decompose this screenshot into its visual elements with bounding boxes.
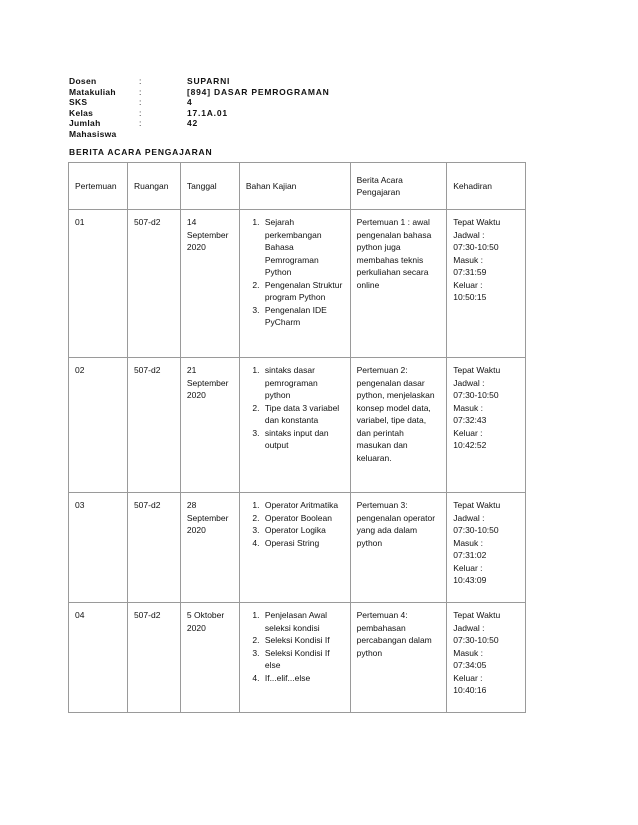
info-colon: : — [139, 76, 142, 86]
kehadiran-line: Keluar : — [453, 672, 483, 683]
col-header-ruangan: Ruangan — [127, 163, 180, 210]
info-row-matakuliah — [69, 87, 330, 98]
cell-tanggal: 5 Oktober 2020 — [180, 603, 239, 713]
info-colon — [139, 129, 187, 140]
info-value: [894] DASAR PEMROGRAMAN — [187, 86, 330, 97]
info-value: 42 — [187, 118, 199, 128]
cell-berita-acara: Pertemuan 1 : awal pengenalan bahasa python juga membahas teknis perkuliahan secara online — [350, 210, 447, 358]
cell-bahan-kajian — [239, 493, 350, 603]
kehadiran-line: Tepat Waktu — [453, 610, 501, 620]
info-value: 17.1A.01 — [187, 107, 228, 118]
col-header-berita-acara: Berita Acara Pengajaran — [350, 163, 447, 210]
table-row — [69, 358, 526, 493]
bahan-list — [246, 609, 344, 684]
kehadiran-line: Masuk : — [453, 537, 484, 548]
cell-pertemuan: 02 — [69, 358, 128, 493]
kehadiran-line: 07:31:02 — [453, 550, 487, 560]
info-row-sks — [69, 97, 330, 108]
col-header-tanggal: Tanggal — [180, 163, 239, 210]
info-colon: : — [139, 86, 142, 97]
info-colon: : — [139, 107, 142, 118]
kehadiran-line: Masuk : — [453, 402, 484, 413]
cell-berita-acara: Pertemuan 2: pengenalan dasar python, menjelaskan konsep model data, variabel, tipe data, dan perintah masukan dan keluaran. — [350, 358, 447, 493]
info-row-kelas — [69, 108, 330, 119]
section-title: BERITA ACARA PENGAJARAN — [69, 147, 213, 157]
kehadiran-line: Jadwal : — [453, 512, 485, 523]
kehadiran-line: 07:32:43 — [453, 415, 487, 425]
cell-ruangan: 507-d2 — [127, 603, 180, 713]
kehadiran-line: 07:30-10:50 — [453, 635, 499, 645]
cell-ruangan: 507-d2 — [127, 358, 180, 493]
cell-pertemuan: 03 — [69, 493, 128, 603]
kehadiran-line: 10:40:16 — [453, 685, 487, 695]
list-item: 2. Seleksi Kondisi If — [262, 634, 344, 647]
kehadiran-line: 07:34:05 — [453, 660, 487, 670]
cell-bahan-kajian — [239, 603, 350, 713]
info-colon: : — [139, 118, 142, 128]
cell-pertemuan: 04 — [69, 603, 128, 713]
info-value: SUPARNI — [187, 76, 231, 86]
kehadiran-line: Tepat Waktu — [453, 500, 501, 510]
list-item: 1. Operator Aritmatika — [262, 499, 344, 512]
kehadiran-line: Tepat Waktu — [453, 217, 501, 227]
cell-tanggal: 21 September 2020 — [180, 358, 239, 493]
kehadiran-line: Jadwal : — [453, 377, 485, 388]
kehadiran-line: Keluar : — [453, 279, 483, 290]
cell-kehadiran — [447, 210, 526, 358]
info-label: Kelas — [69, 107, 94, 118]
kehadiran-line: Tepat Waktu — [453, 365, 501, 375]
cell-berita-acara: Pertemuan 3: pengenalan operator yang ada dalam python — [350, 493, 447, 603]
list-item: 4. Operasi String — [262, 537, 344, 550]
cell-kehadiran — [447, 493, 526, 603]
cell-tanggal: 28 September 2020 — [180, 493, 239, 603]
info-row-dosen — [69, 76, 330, 87]
cell-kehadiran — [447, 603, 526, 713]
list-item: 3. Seleksi Kondisi If else — [262, 647, 344, 672]
table-row — [69, 210, 526, 358]
kehadiran-line: 07:30-10:50 — [453, 242, 499, 252]
table-header-row — [69, 163, 526, 210]
cell-kehadiran — [447, 358, 526, 493]
col-header-bahan-kajian: Bahan Kajian — [239, 163, 350, 210]
list-item: 1. sintaks dasar pemrograman python — [262, 364, 344, 402]
kehadiran-line: Masuk : — [453, 647, 484, 658]
kehadiran-line: Keluar : — [453, 427, 483, 438]
bahan-list — [246, 216, 344, 329]
list-item: 2. Operator Boolean — [262, 512, 344, 525]
cell-pertemuan: 01 — [69, 210, 128, 358]
kehadiran-line: 07:30-10:50 — [453, 390, 499, 400]
teaching-log-table — [68, 162, 526, 713]
kehadiran-line: 07:31:59 — [453, 267, 487, 277]
list-item: 1. Penjelasan Awal seleksi kondisi — [262, 609, 344, 634]
course-info — [69, 76, 330, 139]
kehadiran-line: Keluar : — [453, 562, 483, 573]
bahan-list — [246, 364, 344, 452]
info-label: SKS — [69, 97, 88, 107]
cell-tanggal: 14 September 2020 — [180, 210, 239, 358]
list-item: 3. sintaks input dan output — [262, 427, 344, 452]
list-item: 2. Pengenalan Struktur program Python — [262, 279, 344, 304]
cell-bahan-kajian — [239, 210, 350, 358]
kehadiran-line: Jadwal : — [453, 622, 485, 633]
kehadiran-line: 10:50:15 — [453, 292, 487, 302]
kehadiran-line: 10:42:52 — [453, 440, 487, 450]
kehadiran-line: Jadwal : — [453, 229, 485, 240]
list-item: 3. Operator Logika — [262, 524, 344, 537]
list-item: 4. If...elif...else — [262, 672, 344, 685]
info-label: Jumlah — [69, 118, 101, 128]
info-row-mahasiswa — [69, 129, 330, 140]
kehadiran-line: 07:30-10:50 — [453, 525, 499, 535]
cell-berita-acara: Pertemuan 4: pembahasan percabangan dalam python — [350, 603, 447, 713]
info-colon: : — [139, 97, 142, 107]
info-row-jumlah — [69, 118, 330, 129]
col-header-pertemuan: Pertemuan — [69, 163, 128, 210]
info-label: Matakuliah — [69, 86, 116, 97]
info-label: Mahasiswa — [69, 128, 117, 139]
info-value: 4 — [187, 97, 193, 107]
cell-ruangan: 507-d2 — [127, 210, 180, 358]
list-item: 1. Sejarah perkembangan Bahasa Pemrograman Python — [262, 216, 344, 279]
list-item: 3. Pengenalan IDE PyCharm — [262, 304, 344, 329]
info-label: Dosen — [69, 76, 97, 86]
cell-bahan-kajian — [239, 358, 350, 493]
table-row — [69, 493, 526, 603]
kehadiran-line: 10:43:09 — [453, 575, 487, 585]
bahan-list — [246, 499, 344, 549]
list-item: 2. Tipe data 3 variabel dan konstanta — [262, 402, 344, 427]
cell-ruangan: 507-d2 — [127, 493, 180, 603]
col-header-kehadiran: Kehadiran — [447, 163, 526, 210]
table-row — [69, 603, 526, 713]
kehadiran-line: Masuk : — [453, 254, 484, 265]
